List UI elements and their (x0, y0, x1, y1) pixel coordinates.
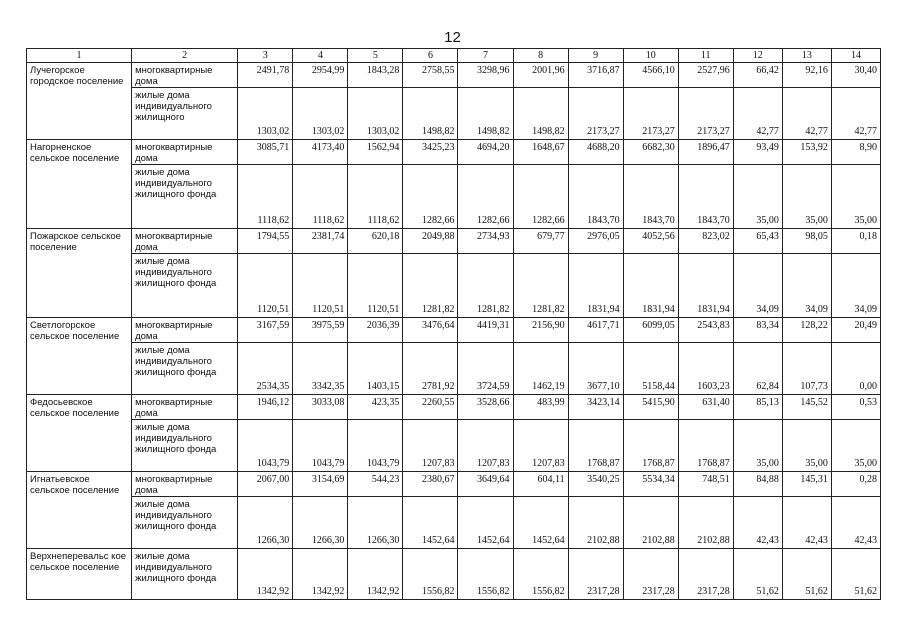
value-cell: 2317,28 (568, 549, 623, 600)
value-cell: 2491,78 (238, 63, 293, 88)
housing-type: жилые дома индивидуального жилищного фонда (132, 497, 238, 549)
table-row (27, 549, 881, 600)
value-cell: 4688,20 (568, 140, 623, 165)
value-cell: 83,34 (733, 318, 782, 343)
value-cell: 1281,82 (513, 254, 568, 318)
column-number: 12 (733, 49, 782, 63)
housing-type: жилые дома индивидуального жилищного фонда (132, 343, 238, 395)
value-cell: 35,00 (782, 165, 831, 229)
value-cell: 3423,14 (568, 395, 623, 420)
value-cell: 1498,82 (513, 88, 568, 140)
value-cell: 35,00 (831, 420, 880, 472)
value-cell: 1556,82 (403, 549, 458, 600)
value-cell: 1282,66 (403, 165, 458, 229)
value-cell: 631,40 (678, 395, 733, 420)
value-cell: 620,18 (348, 229, 403, 254)
settlement-name: Нагорненское сельское поселение (27, 140, 132, 229)
value-cell: 153,92 (782, 140, 831, 165)
table-row (27, 497, 881, 549)
value-cell: 34,09 (733, 254, 782, 318)
value-cell: 1556,82 (513, 549, 568, 600)
settlement-name: Игнатьевское сельское поселение (27, 472, 132, 549)
value-cell: 423,35 (348, 395, 403, 420)
value-cell: 1303,02 (348, 88, 403, 140)
value-cell: 1266,30 (238, 497, 293, 549)
value-cell: 1207,83 (403, 420, 458, 472)
value-cell: 35,00 (782, 420, 831, 472)
value-cell: 1498,82 (403, 88, 458, 140)
value-cell: 1498,82 (458, 88, 513, 140)
value-cell: 5415,90 (623, 395, 678, 420)
value-cell: 1281,82 (403, 254, 458, 318)
settlement-name: Светлогорское сельское поселение (27, 318, 132, 395)
value-cell: 66,42 (733, 63, 782, 88)
value-cell: 2534,35 (238, 343, 293, 395)
housing-type: жилые дома индивидуального жилищного фонда (132, 254, 238, 318)
value-cell: 1768,87 (623, 420, 678, 472)
value-cell: 2260,55 (403, 395, 458, 420)
column-number: 13 (782, 49, 831, 63)
column-number: 2 (132, 49, 238, 63)
value-cell: 20,49 (831, 318, 880, 343)
column-number: 11 (678, 49, 733, 63)
value-cell: 2380,67 (403, 472, 458, 497)
value-cell: 2758,55 (403, 63, 458, 88)
value-cell: 2156,90 (513, 318, 568, 343)
value-cell: 2049,88 (403, 229, 458, 254)
value-cell: 748,51 (678, 472, 733, 497)
value-cell: 2976,05 (568, 229, 623, 254)
value-cell: 51,62 (733, 549, 782, 600)
value-cell: 1648,67 (513, 140, 568, 165)
value-cell: 1043,79 (238, 420, 293, 472)
value-cell: 0,53 (831, 395, 880, 420)
value-cell: 35,00 (831, 165, 880, 229)
value-cell: 5534,34 (623, 472, 678, 497)
value-cell: 2102,88 (678, 497, 733, 549)
value-cell: 2067,00 (238, 472, 293, 497)
value-cell: 3677,10 (568, 343, 623, 395)
value-cell: 3528,66 (458, 395, 513, 420)
value-cell: 1303,02 (238, 88, 293, 140)
value-cell: 1282,66 (513, 165, 568, 229)
value-cell: 42,77 (782, 88, 831, 140)
table-row (27, 318, 881, 343)
value-cell: 1118,62 (348, 165, 403, 229)
value-cell: 92,16 (782, 63, 831, 88)
value-cell: 3033,08 (293, 395, 348, 420)
value-cell: 3716,87 (568, 63, 623, 88)
value-cell: 1768,87 (568, 420, 623, 472)
value-cell: 1120,51 (238, 254, 293, 318)
value-cell: 0,00 (831, 343, 880, 395)
value-cell: 34,09 (831, 254, 880, 318)
value-cell: 34,09 (782, 254, 831, 318)
value-cell: 42,43 (782, 497, 831, 549)
value-cell: 6099,05 (623, 318, 678, 343)
housing-type: жилые дома индивидуального жилищного фонда (132, 165, 238, 229)
value-cell: 85,13 (733, 395, 782, 420)
value-cell: 51,62 (782, 549, 831, 600)
value-cell: 3540,25 (568, 472, 623, 497)
value-cell: 3342,35 (293, 343, 348, 395)
table-row (27, 254, 881, 318)
column-number: 1 (27, 49, 132, 63)
table-row (27, 140, 881, 165)
column-number: 10 (623, 49, 678, 63)
value-cell: 4052,56 (623, 229, 678, 254)
value-cell: 1768,87 (678, 420, 733, 472)
value-cell: 1452,64 (458, 497, 513, 549)
value-cell: 98,05 (782, 229, 831, 254)
value-cell: 1043,79 (293, 420, 348, 472)
value-cell: 2173,27 (678, 88, 733, 140)
value-cell: 62,84 (733, 343, 782, 395)
value-cell: 1118,62 (238, 165, 293, 229)
value-cell: 1266,30 (348, 497, 403, 549)
value-cell: 1120,51 (293, 254, 348, 318)
value-cell: 823,02 (678, 229, 733, 254)
value-cell: 84,88 (733, 472, 782, 497)
value-cell: 0,28 (831, 472, 880, 497)
value-cell: 30,40 (831, 63, 880, 88)
value-cell: 1462,19 (513, 343, 568, 395)
value-cell: 2317,28 (678, 549, 733, 600)
value-cell: 3425,23 (403, 140, 458, 165)
value-cell: 3649,64 (458, 472, 513, 497)
settlement-name: Лучегорское городское поселение (27, 63, 132, 140)
housing-type: жилые дома индивидуального жилищного (132, 88, 238, 140)
column-number: 5 (348, 49, 403, 63)
column-number: 3 (238, 49, 293, 63)
value-cell: 2001,96 (513, 63, 568, 88)
value-cell: 1281,82 (458, 254, 513, 318)
column-number: 9 (568, 49, 623, 63)
value-cell: 604,11 (513, 472, 568, 497)
housing-type: многоквартирные дома (132, 140, 238, 165)
value-cell: 1282,66 (458, 165, 513, 229)
value-cell: 1831,94 (678, 254, 733, 318)
housing-type: жилые дома индивидуального жилищного фонда (132, 549, 238, 600)
value-cell: 2102,88 (568, 497, 623, 549)
value-cell: 2317,28 (623, 549, 678, 600)
value-cell: 4694,20 (458, 140, 513, 165)
column-number: 7 (458, 49, 513, 63)
value-cell: 2734,93 (458, 229, 513, 254)
value-cell: 2543,83 (678, 318, 733, 343)
settlement-name: Федосьевское сельское поселение (27, 395, 132, 472)
value-cell: 2527,96 (678, 63, 733, 88)
tariff-table (26, 48, 881, 600)
value-cell: 93,49 (733, 140, 782, 165)
value-cell: 1342,92 (348, 549, 403, 600)
value-cell: 1342,92 (238, 549, 293, 600)
value-cell: 1266,30 (293, 497, 348, 549)
value-cell: 2102,88 (623, 497, 678, 549)
value-cell: 35,00 (733, 420, 782, 472)
value-cell: 0,18 (831, 229, 880, 254)
value-cell: 1831,94 (568, 254, 623, 318)
value-cell: 1207,83 (458, 420, 513, 472)
table-row (27, 420, 881, 472)
table-row (27, 395, 881, 420)
value-cell: 42,77 (733, 88, 782, 140)
table-row (27, 472, 881, 497)
value-cell: 1118,62 (293, 165, 348, 229)
value-cell: 2173,27 (568, 88, 623, 140)
value-cell: 679,77 (513, 229, 568, 254)
value-cell: 3167,59 (238, 318, 293, 343)
value-cell: 4419,31 (458, 318, 513, 343)
table-row (27, 88, 881, 140)
value-cell: 5158,44 (623, 343, 678, 395)
value-cell: 1896,47 (678, 140, 733, 165)
value-cell: 1207,83 (513, 420, 568, 472)
value-cell: 4617,71 (568, 318, 623, 343)
value-cell: 42,77 (831, 88, 880, 140)
housing-type: жилые дома индивидуального жилищного фонда (132, 420, 238, 472)
value-cell: 544,23 (348, 472, 403, 497)
value-cell: 1342,92 (293, 549, 348, 600)
value-cell: 42,43 (831, 497, 880, 549)
housing-type: многоквартирные дома (132, 318, 238, 343)
table-body (27, 63, 881, 600)
value-cell: 6682,30 (623, 140, 678, 165)
value-cell: 3085,71 (238, 140, 293, 165)
value-cell: 3298,96 (458, 63, 513, 88)
value-cell: 1831,94 (623, 254, 678, 318)
value-cell: 1843,70 (678, 165, 733, 229)
table-row (27, 343, 881, 395)
value-cell: 483,99 (513, 395, 568, 420)
value-cell: 1946,12 (238, 395, 293, 420)
value-cell: 1794,55 (238, 229, 293, 254)
housing-type: многоквартирные дома (132, 229, 238, 254)
column-number-row (27, 49, 881, 63)
value-cell: 3476,64 (403, 318, 458, 343)
value-cell: 35,00 (733, 165, 782, 229)
page-number: 12 (444, 29, 461, 46)
value-cell: 107,73 (782, 343, 831, 395)
table-row (27, 229, 881, 254)
value-cell: 1843,28 (348, 63, 403, 88)
value-cell: 3724,59 (458, 343, 513, 395)
value-cell: 1556,82 (458, 549, 513, 600)
value-cell: 2173,27 (623, 88, 678, 140)
value-cell: 1452,64 (403, 497, 458, 549)
value-cell: 2781,92 (403, 343, 458, 395)
value-cell: 42,43 (733, 497, 782, 549)
value-cell: 1303,02 (293, 88, 348, 140)
value-cell: 145,31 (782, 472, 831, 497)
value-cell: 1120,51 (348, 254, 403, 318)
value-cell: 2954,99 (293, 63, 348, 88)
value-cell: 2381,74 (293, 229, 348, 254)
value-cell: 1043,79 (348, 420, 403, 472)
housing-type: многоквартирные дома (132, 472, 238, 497)
value-cell: 2036,39 (348, 318, 403, 343)
column-number: 6 (403, 49, 458, 63)
settlement-name: Верхнеперевальс кое сельское поселение (27, 549, 132, 600)
value-cell: 1403,15 (348, 343, 403, 395)
value-cell: 1843,70 (568, 165, 623, 229)
value-cell: 1603,23 (678, 343, 733, 395)
value-cell: 65,43 (733, 229, 782, 254)
column-number: 4 (293, 49, 348, 63)
value-cell: 3975,59 (293, 318, 348, 343)
settlement-name: Пожарское сельское поселение (27, 229, 132, 318)
table-row (27, 63, 881, 88)
value-cell: 1562,94 (348, 140, 403, 165)
value-cell: 4566,10 (623, 63, 678, 88)
column-number: 14 (831, 49, 880, 63)
value-cell: 8,90 (831, 140, 880, 165)
table-row (27, 165, 881, 229)
value-cell: 51,62 (831, 549, 880, 600)
value-cell: 3154,69 (293, 472, 348, 497)
housing-type: многоквартирные дома (132, 63, 238, 88)
value-cell: 145,52 (782, 395, 831, 420)
column-number: 8 (513, 49, 568, 63)
housing-type: многоквартирные дома (132, 395, 238, 420)
value-cell: 4173,40 (293, 140, 348, 165)
value-cell: 128,22 (782, 318, 831, 343)
value-cell: 1452,64 (513, 497, 568, 549)
value-cell: 1843,70 (623, 165, 678, 229)
